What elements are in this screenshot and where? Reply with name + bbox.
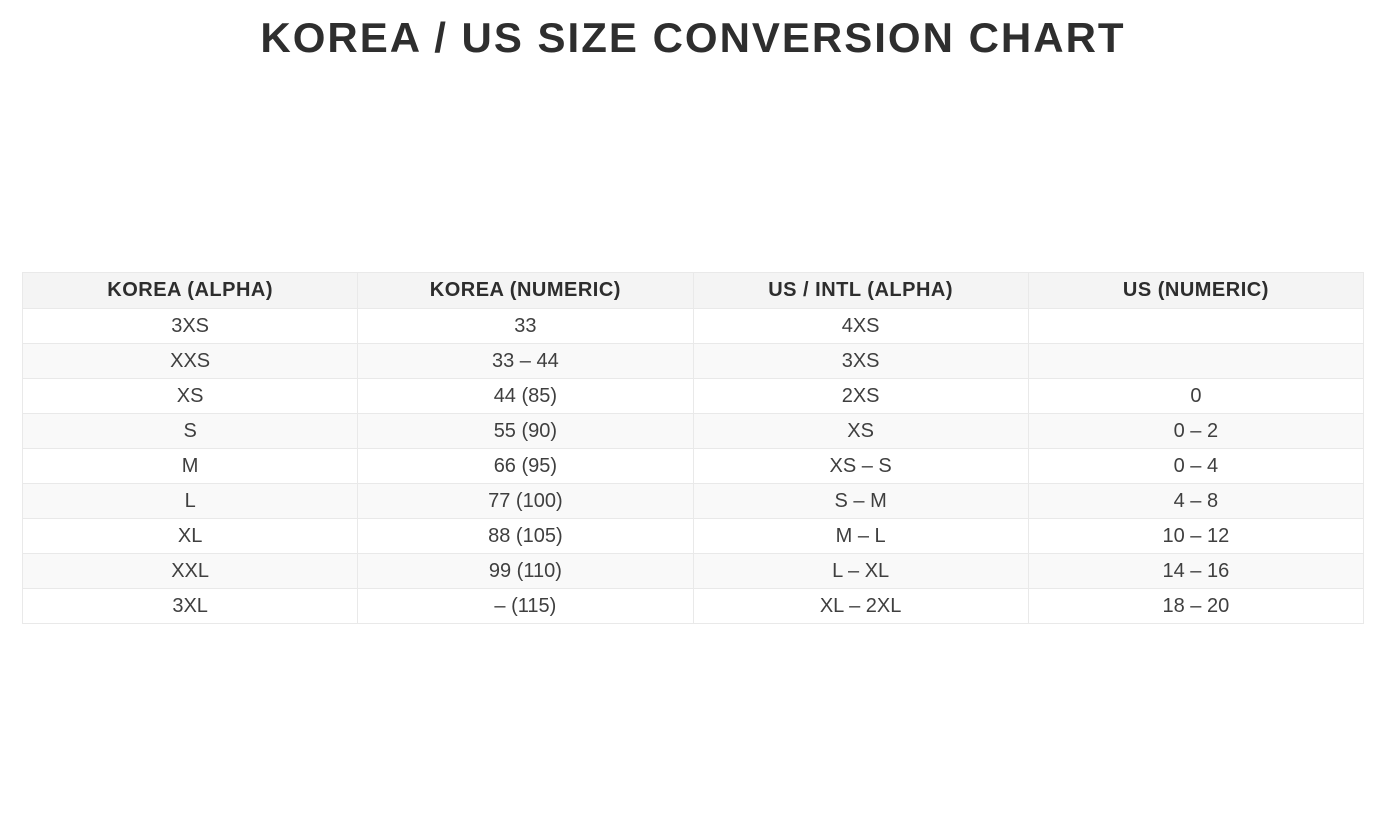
column-header-korea-numeric: KOREA (NUMERIC) (358, 273, 693, 309)
table-row (23, 484, 1364, 519)
table-row (23, 309, 1364, 344)
table-cell: 0 – 4 (1028, 449, 1363, 484)
table-cell: XL – 2XL (693, 589, 1028, 624)
table-cell: S (23, 414, 358, 449)
column-header-korea-alpha: KOREA (ALPHA) (23, 273, 358, 309)
table-cell: – (115) (358, 589, 693, 624)
table-cell: 3XS (693, 344, 1028, 379)
table-row (23, 519, 1364, 554)
table-cell (1028, 309, 1363, 344)
table-cell: M – L (693, 519, 1028, 554)
table-cell: 44 (85) (358, 379, 693, 414)
table-cell (1028, 344, 1363, 379)
table-cell: XXS (23, 344, 358, 379)
table-cell: 55 (90) (358, 414, 693, 449)
table-cell: 33 (358, 309, 693, 344)
table-cell: M (23, 449, 358, 484)
column-header-us-numeric: US (NUMERIC) (1028, 273, 1363, 309)
table-row (23, 344, 1364, 379)
table-cell: 0 – 2 (1028, 414, 1363, 449)
table-cell: 14 – 16 (1028, 554, 1363, 589)
table-cell: 99 (110) (358, 554, 693, 589)
header-row (23, 273, 1364, 309)
table-cell: 4 – 8 (1028, 484, 1363, 519)
table-cell: XL (23, 519, 358, 554)
page-title: KOREA / US SIZE CONVERSION CHART (260, 14, 1126, 61)
conversion-table (22, 272, 1364, 624)
table-cell: L – XL (693, 554, 1028, 589)
table-row (23, 414, 1364, 449)
table-cell: 10 – 12 (1028, 519, 1363, 554)
table-header (23, 273, 1364, 309)
table-cell: 66 (95) (358, 449, 693, 484)
conversion-table-container (22, 272, 1364, 624)
table-cell: XS – S (693, 449, 1028, 484)
table-cell: L (23, 484, 358, 519)
table-cell: 3XL (23, 589, 358, 624)
table-cell: 0 (1028, 379, 1363, 414)
table-cell: XS (23, 379, 358, 414)
table-cell: 3XS (23, 309, 358, 344)
table-cell: 77 (100) (358, 484, 693, 519)
table-row (23, 589, 1364, 624)
table-row (23, 449, 1364, 484)
table-cell: 4XS (693, 309, 1028, 344)
column-header-us-intl-alpha: US / INTL (ALPHA) (693, 273, 1028, 309)
table-cell: 33 – 44 (358, 344, 693, 379)
table-cell: S – M (693, 484, 1028, 519)
table-cell: 88 (105) (358, 519, 693, 554)
table-cell: 18 – 20 (1028, 589, 1363, 624)
table-cell: XS (693, 414, 1028, 449)
table-row (23, 379, 1364, 414)
table-body (23, 309, 1364, 624)
table-cell: XXL (23, 554, 358, 589)
table-row (23, 554, 1364, 589)
table-cell: 2XS (693, 379, 1028, 414)
